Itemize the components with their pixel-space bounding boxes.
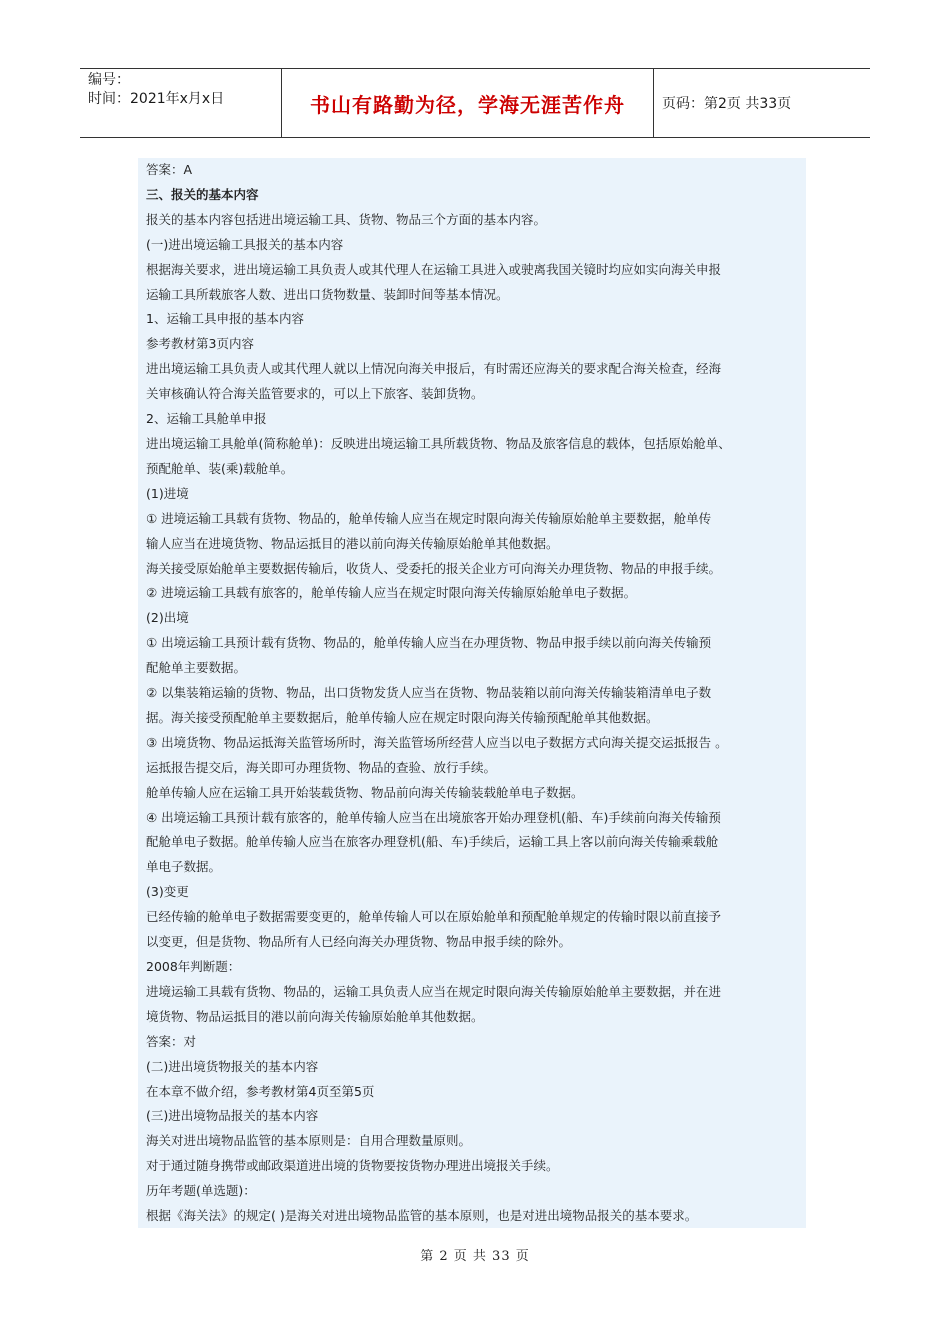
text-line: 配舱单电子数据。舱单传输人应当在旅客办理登机(船、车)手续后，运输工具上客以前向海关传输乘载舱 bbox=[146, 834, 719, 850]
text-line: 据。海关接受预配舱单主要数据后，舱单传输人应在规定时限向海关传输预配舱单其他数据。 bbox=[146, 709, 659, 725]
text-line: 以变更，但是货物、物品所有人已经向海关办理货物、物品申报手续的除外。 bbox=[146, 934, 572, 950]
document-number: 编号： bbox=[88, 72, 130, 88]
text-line: 进境运输工具载有货物、物品的，运输工具负责人应当在规定时限向海关传输原始舱单主要数据，并在进 bbox=[146, 983, 722, 999]
section-heading: 三、报关的基本内容 bbox=[146, 186, 259, 202]
text-line: ② 进境运输工具载有旅客的，舱单传输人应当在规定时限向海关传输原始舱单电子数据。 bbox=[146, 585, 637, 601]
header-meta bbox=[80, 69, 282, 137]
text-line: (1)进境 bbox=[146, 485, 189, 501]
text-line: ② 以集装箱运输的货物、物品，出口货物发货人应当在货物、物品装箱以前向海关传输装箱清单电子数 bbox=[146, 685, 712, 701]
text-line: ③ 出境货物、物品运抵海关监管场所时，海关监管场所经营人应当以电子数据方式向海关提交运抵报告 。 bbox=[146, 734, 728, 750]
text-line: 单电子数据。 bbox=[146, 859, 222, 875]
text-line: 关审核确认符合海关监管要求的，可以上下旅客、装卸货物。 bbox=[146, 386, 484, 402]
text-line: 进出境运输工具负责人或其代理人就以上情况向海关申报后，有时需还应海关的要求配合海关检查，经海 bbox=[146, 361, 722, 377]
text-line: 运输工具所载旅客人数、进出口货物数量、装卸时间等基本情况。 bbox=[146, 286, 509, 302]
text-line: ① 进境运输工具载有货物、物品的，舱单传输人应当在规定时限向海关传输原始舱单主要数据，舱单传 bbox=[146, 510, 712, 526]
text-line: 配舱单主要数据。 bbox=[146, 660, 247, 676]
text-line: 根据《海关法》的规定( )是海关对进出境物品监管的基本原则，也是对进出境物品报关的基本要求。 bbox=[146, 1208, 698, 1224]
text-line: 根据海关要求，进出境运输工具负责人或其代理人在运输工具进入或驶离我国关镜时均应如实向海关申报 bbox=[146, 261, 722, 277]
text-line: 历年考题(单选题)： bbox=[146, 1183, 256, 1199]
text-line: 1、运输工具申报的基本内容 bbox=[146, 311, 304, 327]
text-line: 运抵报告提交后，海关即可办理货物、物品的查验、放行手续。 bbox=[146, 759, 497, 775]
text-line: 境货物、物品运抵目的港以前向海关传输原始舱单其他数据。 bbox=[146, 1008, 484, 1024]
text-line: ① 出境运输工具预计载有货物、物品的，舱单传输人应当在办理货物、物品申报手续以前向海关传输预 bbox=[146, 635, 712, 651]
text-line: 对于通过随身携带或邮政渠道进出境的货物要按货物办理进出境报关手续。 bbox=[146, 1158, 559, 1174]
header-page-info: 页码：第2页 共33页 bbox=[662, 96, 792, 112]
text-line: 输人应当在进境货物、物品运抵目的港以前向海关传输原始舱单其他数据。 bbox=[146, 535, 559, 551]
text-line: 预配舱单、装(乘)载舱单。 bbox=[146, 460, 294, 476]
text-line: 答案：对 bbox=[146, 1033, 197, 1049]
text-line: 答案：A bbox=[146, 162, 193, 177]
text-line: 进出境运输工具舱单(简称舱单)：反映进出境运输工具所载货物、物品及旅客信息的载体，包括原始舱单、 bbox=[146, 435, 731, 451]
text-line: (三)进出境物品报关的基本内容 bbox=[146, 1108, 319, 1124]
text-line: 在本章不做介绍，参考教材第4页至第5页 bbox=[146, 1083, 375, 1099]
text-line: 舱单传输人应在运输工具开始装载货物、物品前向海关传输装载舱单电子数据。 bbox=[146, 784, 584, 800]
page-footer: 第 2 页 共 33 页 bbox=[420, 1249, 530, 1264]
document-date: 时间：2021年x月x日 bbox=[88, 91, 225, 107]
text-line: 已经传输的舱单电子数据需要变更的，舱单传输人可以在原始舱单和预配舱单规定的传输时限以前直接予 bbox=[146, 909, 722, 925]
text-line: (3)变更 bbox=[146, 884, 189, 900]
text-line: 2008年判断题： bbox=[146, 959, 241, 974]
text-line: 海关接受原始舱单主要数据传输后，收货人、受委托的报关企业方可向海关办理货物、物品的申报手续。 bbox=[146, 560, 722, 576]
document-body bbox=[138, 158, 806, 1228]
text-line: (2)出境 bbox=[146, 610, 189, 626]
text-line: 参考教材第3页内容 bbox=[146, 336, 254, 352]
text-line: 海关对进出境物品监管的基本原则是：自用合理数量原则。 bbox=[146, 1133, 472, 1149]
text-line: (二)进出境货物报关的基本内容 bbox=[146, 1058, 319, 1074]
text-line: (一)进出境运输工具报关的基本内容 bbox=[146, 236, 344, 252]
text-line: ④ 出境运输工具预计载有旅客的，舱单传输人应当在出境旅客开始办理登机(船、车)手续前向海关传输预 bbox=[146, 809, 721, 825]
page-header bbox=[80, 68, 870, 138]
header-motto: 书山有路勤为径，学海无涯苦作舟 bbox=[282, 69, 654, 137]
text-line: 报关的基本内容包括进出境运输工具、货物、物品三个方面的基本内容。 bbox=[146, 211, 547, 227]
text-line: 2、运输工具舱单申报 bbox=[146, 411, 267, 427]
